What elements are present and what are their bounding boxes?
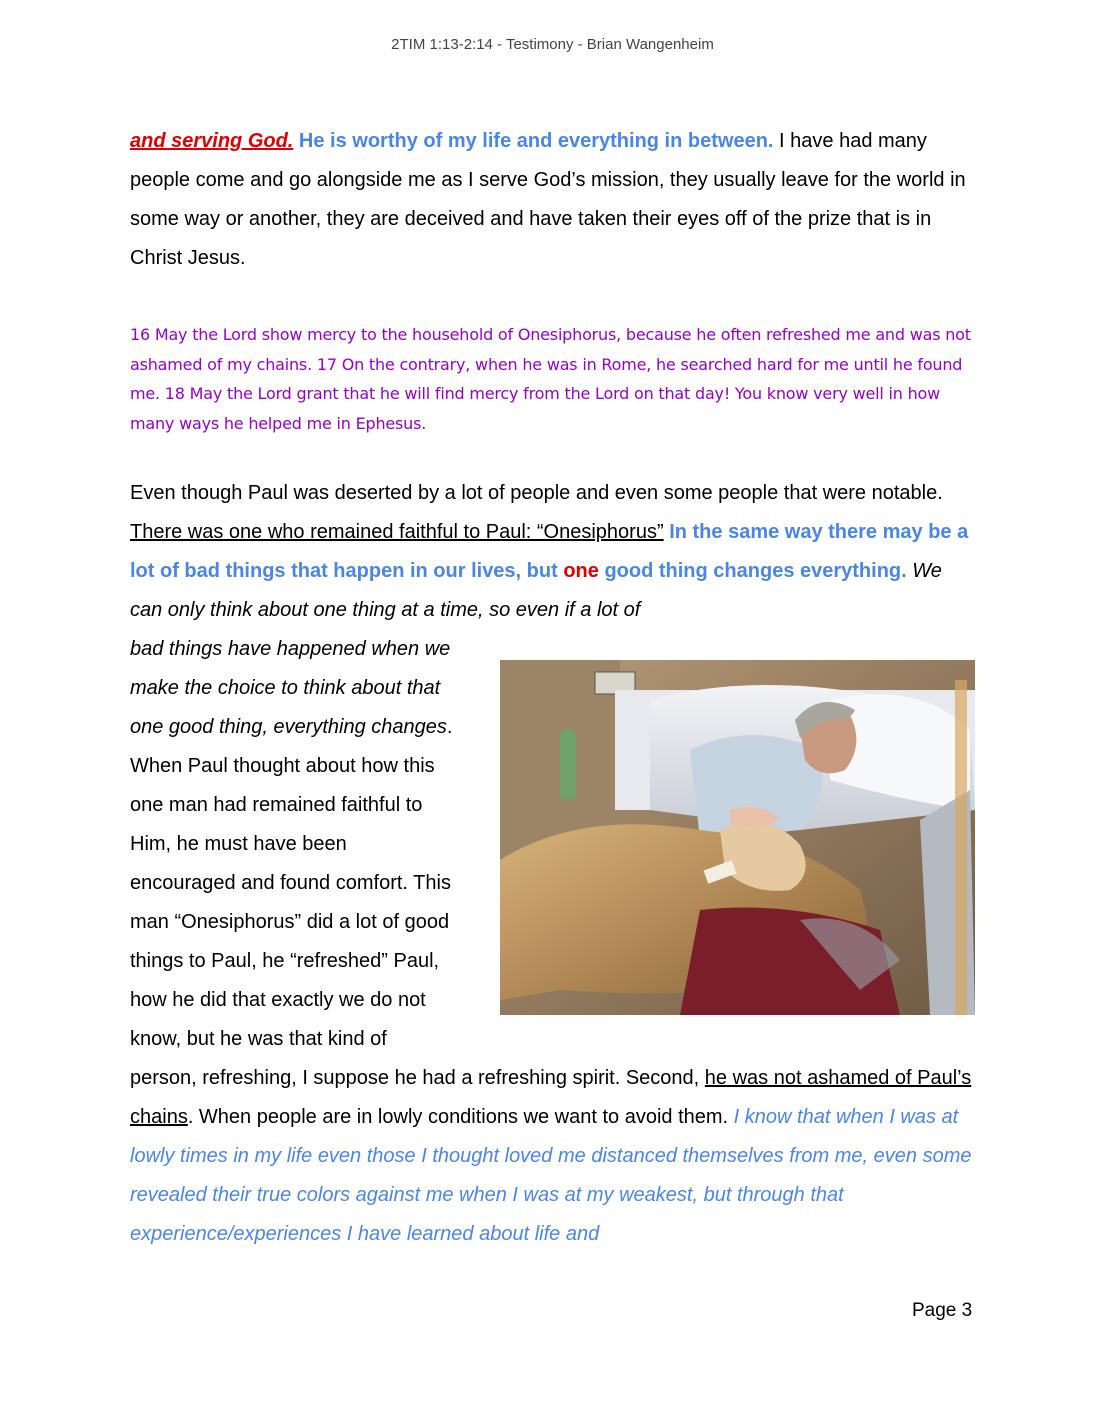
text-line: encouraged and found comfort. This xyxy=(130,872,451,894)
text-line: When Paul thought about how this xyxy=(130,755,435,777)
page-number: Page 3 xyxy=(912,1300,973,1321)
emphasis-blue-text: He is worthy of my life and everything in between. xyxy=(298,130,774,152)
text-line: make the choice to think about that xyxy=(130,677,441,699)
text-line: things to Paul, he “refreshed” Paul, xyxy=(130,950,440,972)
text-line: one man had remained faithful to xyxy=(130,794,423,816)
underlined-text: he was not ashamed of Paul’s chains xyxy=(130,1067,972,1128)
text-line: how he did that exactly we do not xyxy=(130,989,426,1011)
emphasis-red-word: one xyxy=(563,560,599,582)
body-text: I have had many people come and go alongside me as I serve God’s mission, they usually leave for the world in some way or another, they are deceived and have taken their eyes off of the prize that is in Christ Jesus. xyxy=(130,130,966,269)
emphasis-blue-text-2: good thing changes everything. xyxy=(604,560,907,582)
scripture-quote: 16 May the Lord show mercy to the household of Onesiphorus, because he often refreshed me and was not ashamed of my chains. 17 On the contrary, when he was in Rome, he searched hard for me until he found me. 18 May the Lord grant that he will find mercy from the Lord on that day! You know very well in how many ways he helped me in Ephesus. xyxy=(130,325,971,433)
text-line: know, but he was that kind of xyxy=(130,1028,387,1050)
paragraph-continued xyxy=(130,1059,976,1254)
photo-illustration xyxy=(500,660,975,1015)
underlined-text: There was one who remained faithful to Paul: “Onesiphorus” xyxy=(130,521,664,543)
page-header: 2TIM 1:13-2:14 - Testimony - Brian Wangenheim xyxy=(391,36,714,53)
italic-text: one good thing, everything changes xyxy=(130,716,447,738)
body-text: . xyxy=(446,716,453,738)
body-text: person, refreshing, I suppose he had a refreshing spirit. Second, xyxy=(130,1067,700,1089)
emphasis-red-text: and serving God. xyxy=(130,130,294,152)
italic-text: We can only think about one thing at a time, so even if a lot of xyxy=(130,560,942,621)
text-line: bad things have happened when we xyxy=(130,638,451,660)
paragraph-onesiphorus xyxy=(130,474,976,630)
text-line xyxy=(130,708,490,747)
text-line: man “Onesiphorus” did a lot of good xyxy=(130,911,450,933)
body-text: . When people are in lowly conditions we want to avoid them. xyxy=(187,1106,729,1128)
wrapped-text-column xyxy=(130,630,490,1059)
hospital-photo xyxy=(500,660,975,1015)
paragraph-intro xyxy=(130,122,976,278)
emphasis-blue-italic-text: I know that when I was at lowly times in my life even those I thought loved me distanced themselves from me, even some revealed their true colors against me when I was at my weakest, but through that experience/experiences I have learned about life and xyxy=(130,1106,972,1245)
text-line: Him, he must have been xyxy=(130,833,347,855)
body-text: Even though Paul was deserted by a lot of people and even some people that were notable. xyxy=(130,482,943,504)
emphasis-blue-text: In the same way there may be a lot of bad things that happen in our lives, but xyxy=(130,521,969,582)
